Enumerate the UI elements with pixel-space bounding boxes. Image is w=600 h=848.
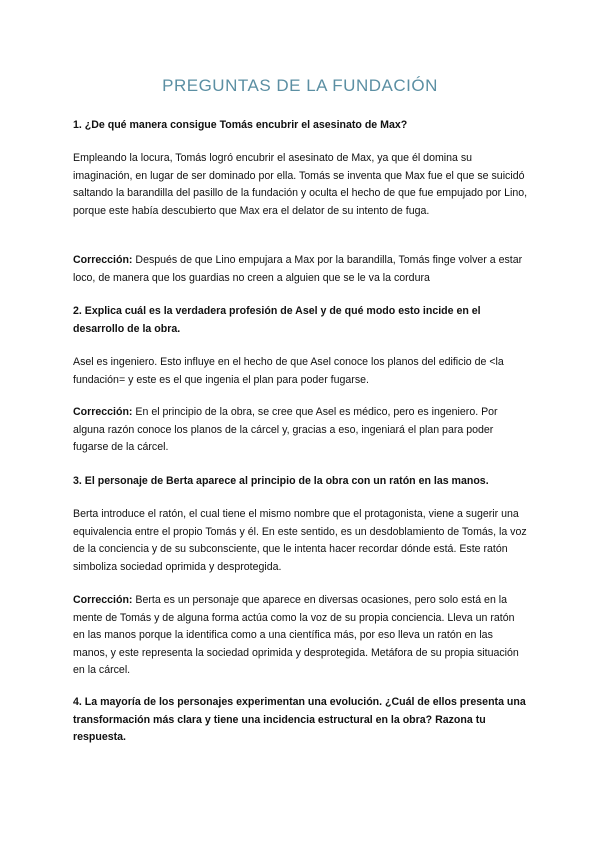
correction-label: Corrección: xyxy=(73,406,133,418)
question-4: 4. La mayoría de los personajes experimentan una evolución. ¿Cuál de ellos presenta una transformación más clara y tiene una incidencia estructural en la obra? Razona tu respuesta. xyxy=(73,696,526,744)
correction-label: Corrección: xyxy=(73,594,133,606)
question-3: 3. El personaje de Berta aparece al principio de la obra con un ratón en las manos. xyxy=(73,475,489,487)
correction-1 xyxy=(73,252,528,287)
correction-2 xyxy=(73,404,528,457)
correction-text: Berta es un personaje que aparece en diversas ocasiones, pero solo está en la mente de Tomás y de alguna forma actúa como la voz de su propia conciencia. Lleva un ratón en las manos porque la identifica como a una científica más, por eso lleva un ratón en las manos, y este representa la sociedad oprimida y desprotegida. Metáfora de su propia situación en la cárcel. xyxy=(73,594,519,677)
answer-2: Asel es ingeniero. Esto influye en el hecho de que Asel conoce los planos del edificio de <la fundación= y este es el que ingenia el plan para poder fugarse. xyxy=(73,356,504,386)
correction-text: Después de que Lino empujara a Max por la barandilla, Tomás finge volver a estar loco, de manera que los guardias no creen a alguien que se le va la cordura xyxy=(73,254,523,284)
page-title: PREGUNTAS DE LA FUNDACIÓN xyxy=(162,76,438,95)
answer-1: Empleando la locura, Tomás logró encubrir el asesinato de Max, ya que él domina su imaginación, en lugar de ser dominado por ella. Tomás se inventa que Max fue el que se suicidó saltando la barandilla del pasillo de la fundación y oculta el hecho de que fue empujado por Lino, porque este había descubierto que Max era el delator de su intento de fuga. xyxy=(73,152,528,217)
question-1: 1. ¿De qué manera consigue Tomás encubrir el asesinato de Max? xyxy=(73,119,408,131)
correction-label: Corrección: xyxy=(73,254,133,266)
answer-3: Berta introduce el ratón, el cual tiene el mismo nombre que el protagonista, viene a sugerir una equivalencia entre el propio Tomás y él. En este sentido, es un desdoblamiento de Tomás, la voz de la conciencia y de su subconsciente, que le intenta hacer recordar dónde está. Este ratón simboliza sociedad oprimida y desprotegida. xyxy=(73,508,527,573)
correction-text: En el principio de la obra, se cree que Asel es médico, pero es ingeniero. Por alguna razón conoce los planos de la cárcel y, gracias a eso, ingeniará el plan para poder fugarse de la cárcel. xyxy=(73,406,498,454)
question-2: 2. Explica cuál es la verdadera profesión de Asel y de qué modo esto incide en el desarrollo de la obra. xyxy=(73,305,481,335)
correction-3 xyxy=(73,592,528,680)
